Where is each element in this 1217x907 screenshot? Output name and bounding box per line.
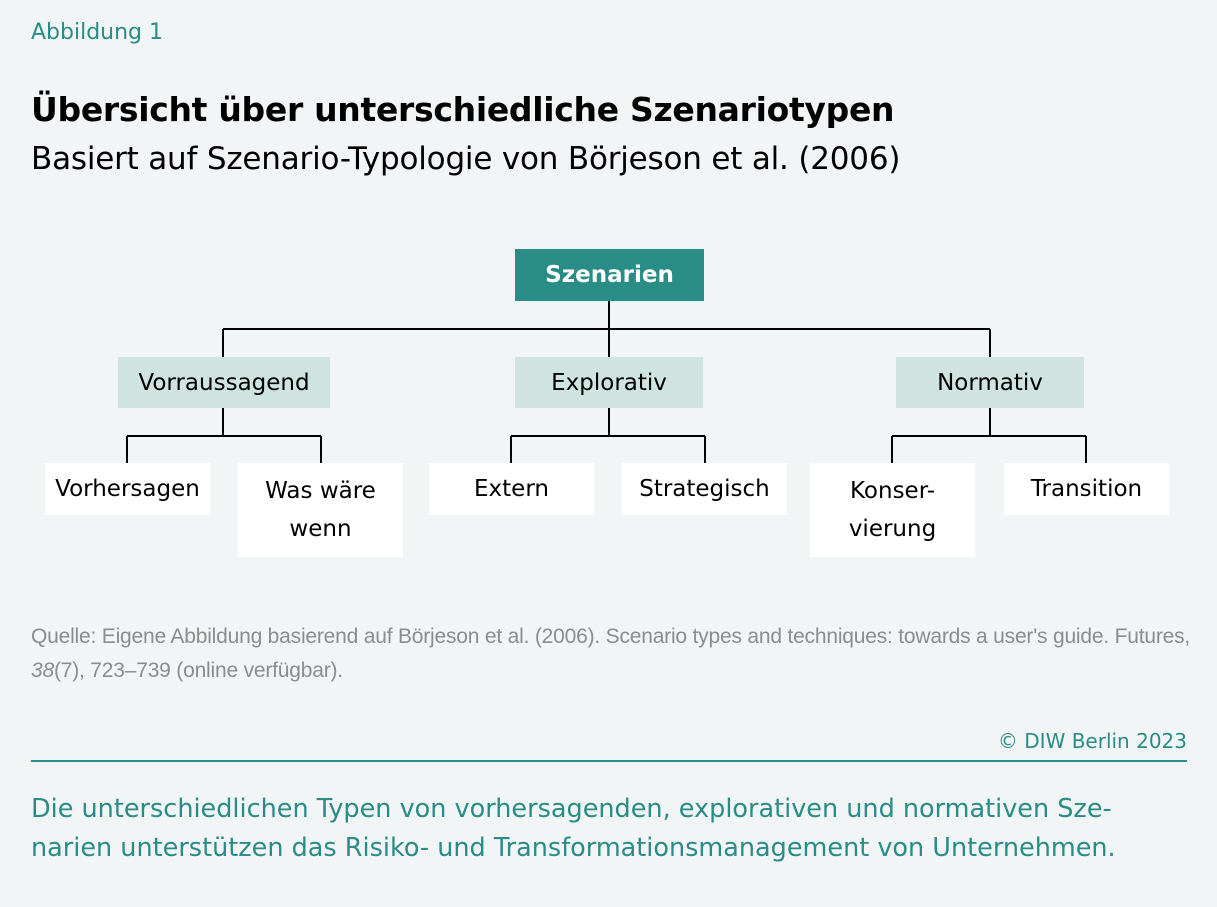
figure-subtitle: Basiert auf Szenario-Typologie von Börjeson et al. (2006) [31, 141, 901, 177]
node-root: Szenarien [515, 249, 704, 301]
figure-title: Übersicht über unterschiedliche Szenariotypen [31, 90, 895, 129]
node-category-explorativ: Explorativ [515, 357, 703, 408]
node-leaf-strategisch: Strategisch [622, 463, 787, 515]
node-leaf-konservierung: Konser- vierung [810, 463, 975, 557]
source-note [31, 620, 1191, 688]
node-category-vorraussagend: Vorraussagend [118, 357, 330, 408]
source-text-before: Quelle: Eigene Abbildung basierend auf Börjeson et al. (2006). Scenario types and techniques: towards a user's guide. Futures, [31, 625, 1191, 648]
source-volume: 38 [31, 659, 54, 682]
figure-caption: Die unterschiedlichen Typen von vorhersagenden, explorativen und normativen Sze- narien unterstützen das Risiko- und Transformationsmanagement von Unternehmen. [31, 794, 1116, 863]
figure-label: Abbildung 1 [31, 20, 164, 45]
node-category-normativ: Normativ [896, 357, 1084, 408]
divider-line [31, 760, 1187, 762]
node-leaf-transition: Transition [1004, 463, 1169, 515]
node-leaf-was-waere-wenn: Was wäre wenn [238, 463, 403, 557]
source-text-after: (7), 723–739 (online verfügbar). [53, 659, 343, 682]
copyright-notice: © DIW Berlin 2023 [997, 729, 1187, 753]
node-leaf-extern: Extern [429, 463, 594, 515]
node-leaf-vorhersagen: Vorhersagen [45, 463, 210, 515]
